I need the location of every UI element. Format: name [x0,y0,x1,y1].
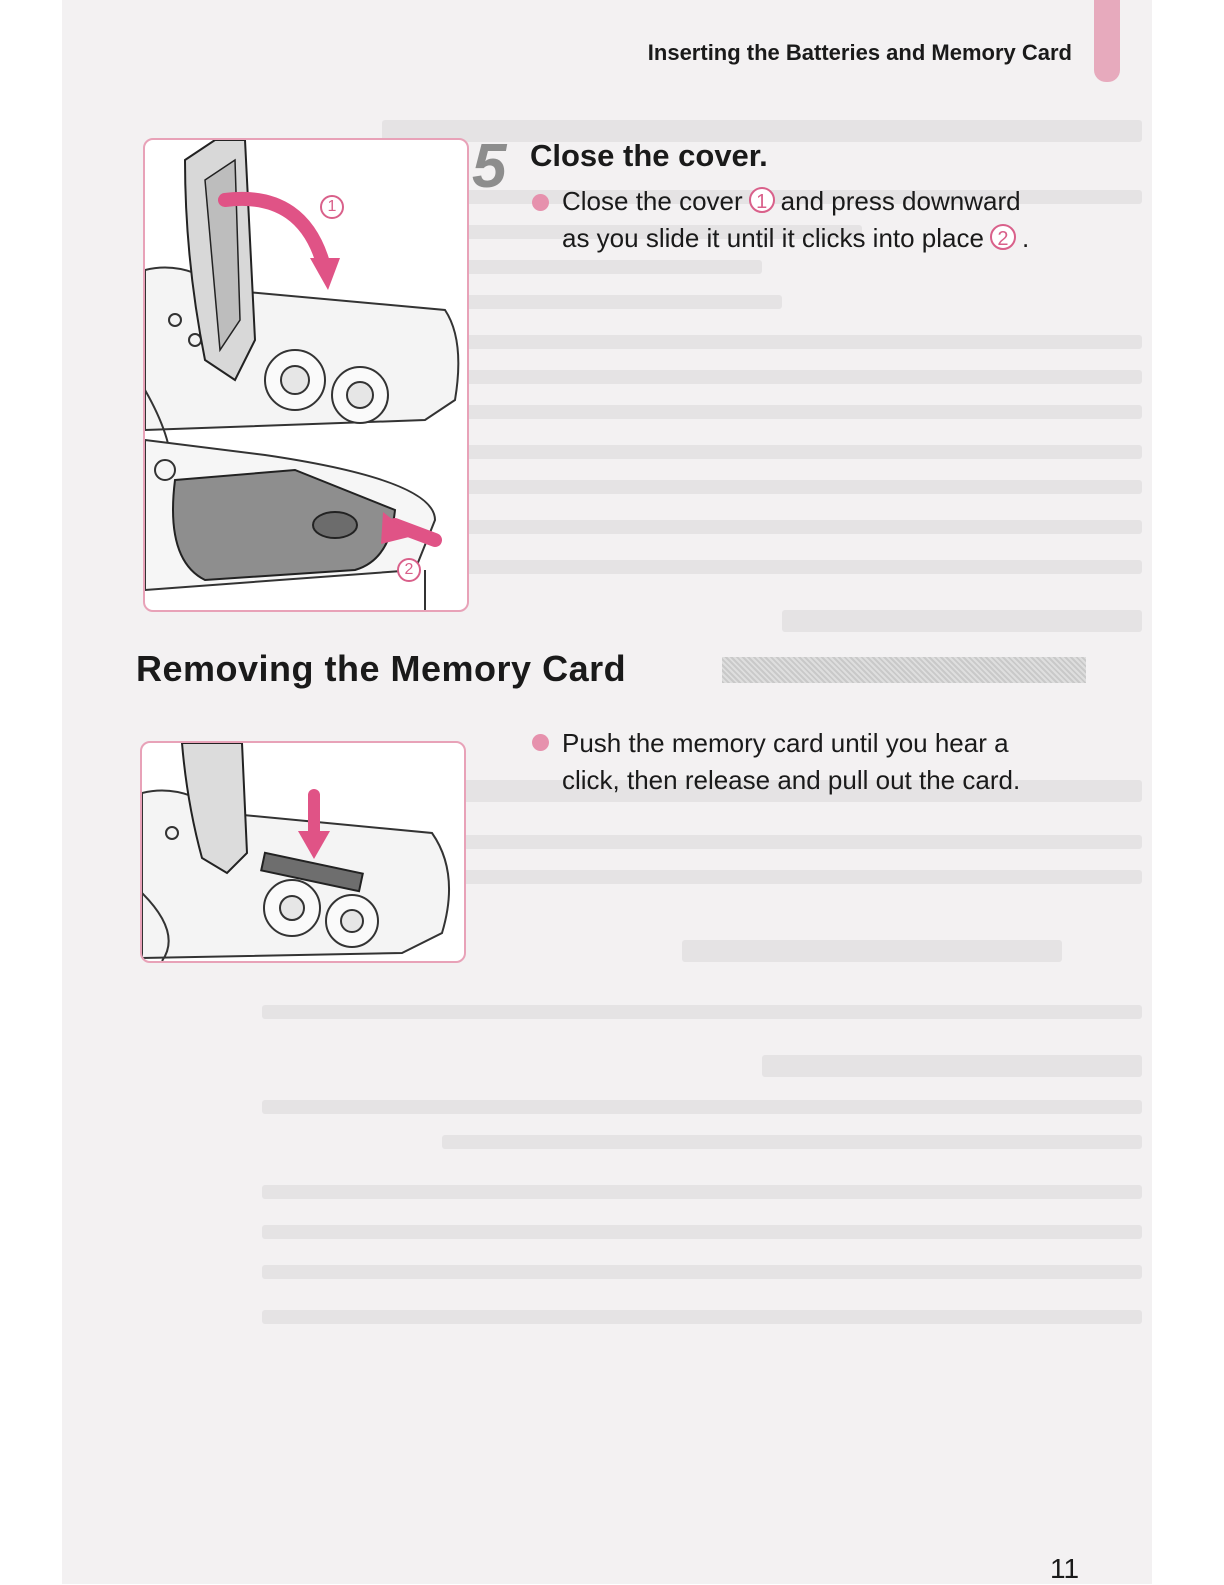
bullet-icon-2 [532,734,549,751]
page-number: 11 [1050,1553,1080,1584]
memory-card-drawing [142,743,464,961]
step-instruction [562,183,1082,257]
camera-cover-drawing [145,140,467,610]
section-heading-bar [722,657,1086,683]
figure-marker-1: 1 [320,195,344,219]
marker-1-inline: 1 [749,187,775,213]
step-text-part-1: Close the cover [562,186,743,216]
step-title: Close the cover. [530,138,768,173]
step-text-part-3: as you slide it until it clicks into place [562,223,984,253]
step-number: 5 [472,132,507,201]
remove-line-1: Push the memory card until you hear a [562,728,1009,758]
remove-line-2: click, then release and pull out the card. [562,765,1021,795]
figure-marker-2: 2 [397,558,421,582]
remove-instruction [562,725,1082,799]
running-header: Inserting the Batteries and Memory Card [647,40,1072,65]
step-line-2 [562,220,1082,257]
bullet-icon [532,194,549,211]
section-heading: Removing the Memory Card [136,648,627,689]
step-text-part-2: and press downward [780,186,1021,216]
remove-card-illustration [140,741,466,963]
step-line-1 [562,183,1082,220]
section-tab-marker [1094,0,1120,82]
marker-2-inline: 2 [990,224,1016,250]
close-cover-illustration [143,138,469,612]
step-end-punct: . [1021,223,1030,253]
